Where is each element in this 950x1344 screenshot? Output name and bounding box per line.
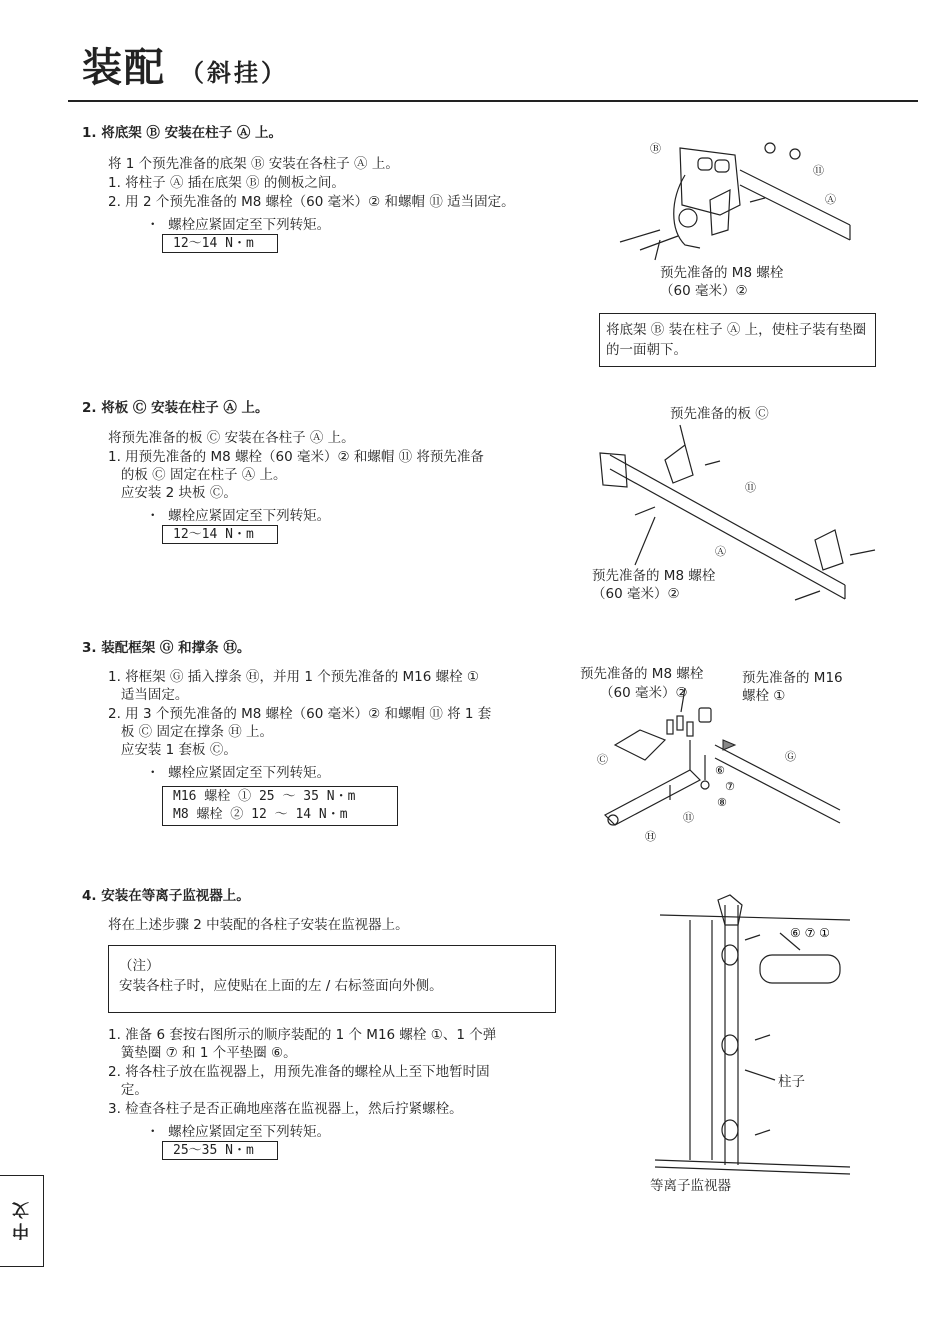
step1-line-0: 将 1 个预先准备的底架 Ⓑ 安装在各柱子 Ⓐ 上。 <box>108 156 399 172</box>
step3-fig-m8-2: （60 毫米）② <box>600 685 688 701</box>
page-title <box>82 36 288 93</box>
title-main: 装配 <box>82 45 166 91</box>
language-tab <box>0 1175 44 1267</box>
step3-fig-7: ⑦ <box>725 780 735 793</box>
header-rule <box>68 100 918 102</box>
step2-fig-plate: 预先准备的板 Ⓒ <box>670 406 769 422</box>
title-sub: （斜挂） <box>180 59 288 87</box>
step4-fig-monitor: 等离子监视器 <box>650 1178 731 1194</box>
step3-fig-6: ⑥ <box>715 764 725 777</box>
step3-torque-box <box>162 786 398 826</box>
step2-line-1: 1. 用预先准备的 M8 螺栓（60 毫米）② 和螺帽 ⑪ 将预先准备 <box>108 449 484 465</box>
step4-fig-pillar: 柱子 <box>778 1074 805 1090</box>
step4-line-1: 簧垫圈 ⑦ 和 1 个平垫圈 ⑥。 <box>108 1045 297 1061</box>
step3-torque-m16: M16 螺栓 ① 25 〜 35 N・m <box>173 789 356 804</box>
step3-figure <box>595 700 855 845</box>
step4-figure <box>650 895 860 1175</box>
step4-line-4: 3. 检查各柱子是否正确地座落在监视器上，然后拧紧螺栓。 <box>108 1101 463 1117</box>
step3-line-0: 1. 将框架 Ⓖ 插入撑条 Ⓗ，并用 1 个预先准备的 M16 螺栓 ① <box>108 669 480 685</box>
step1-note: 将底架 Ⓑ 装在柱子 Ⓐ 上，使柱子装有垫圈的一面朝下。 <box>599 313 876 367</box>
step4-note-title: （注） <box>119 958 160 974</box>
step3-fig-m16-2: 螺栓 ① <box>742 688 786 704</box>
step1-fig-label-b: Ⓑ <box>650 142 661 155</box>
step3-line-1: 适当固定。 <box>108 687 189 703</box>
step3-fig-h: Ⓗ <box>645 830 656 843</box>
step2-fig-label-a: Ⓐ <box>715 545 726 558</box>
step3-fig-g: Ⓖ <box>785 750 796 763</box>
step2-bullet: ・ 螺栓应紧固定至下列转矩。 <box>146 508 331 524</box>
step3-bullet: ・ 螺栓应紧固定至下列转矩。 <box>146 765 331 781</box>
step2-torque-box: 12〜14 N・m <box>162 525 278 544</box>
step1-torque-box: 12〜14 N・m <box>162 234 278 253</box>
step3-line-2: 2. 用 3 个预先准备的 M8 螺栓（60 毫米）② 和螺帽 ⑪ 将 1 套 <box>108 706 492 722</box>
step1-fig-bolt-1: 预先准备的 M8 螺栓 <box>660 265 784 281</box>
step3-torque-m8: M8 螺栓 ② 12 〜 14 N・m <box>173 807 348 822</box>
step2-fig-bolt-1: 预先准备的 M8 螺栓 <box>592 568 716 584</box>
step4-bullet: ・ 螺栓应紧固定至下列转矩。 <box>146 1124 331 1140</box>
step1-fig-label-a: Ⓐ <box>825 193 836 206</box>
step3-heading: 3. 装配框架 Ⓖ 和撑条 Ⓗ。 <box>82 640 251 656</box>
step4-note <box>108 945 556 1013</box>
step3-line-4: 应安装 1 套板 Ⓒ。 <box>108 742 237 758</box>
step2-line-3: 应安装 2 块板 Ⓒ。 <box>108 485 237 501</box>
step2-fig-label-11: ⑪ <box>745 481 756 494</box>
step1-bullet: ・ 螺栓应紧固定至下列转矩。 <box>146 217 331 233</box>
step4-torque-box: 25〜35 N・m <box>162 1141 278 1160</box>
step3-fig-m8-1: 预先准备的 M8 螺栓 <box>580 666 704 682</box>
step1-line-1: 1. 将柱子 Ⓐ 插在底架 Ⓑ 的侧板之间。 <box>108 175 345 191</box>
step3-line-3: 板 Ⓒ 固定在撑条 Ⓗ 上。 <box>108 724 274 740</box>
step2-line-0: 将预先准备的板 Ⓒ 安装在各柱子 Ⓐ 上。 <box>108 430 355 446</box>
step4-line-3: 定。 <box>108 1082 148 1098</box>
step2-fig-bolt-2: （60 毫米）② <box>592 586 680 602</box>
step4-note-body: 安装各柱子时，应使贴在上面的左 / 右标签面向外侧。 <box>119 978 443 994</box>
step3-fig-8: ⑧ <box>717 796 727 809</box>
step3-fig-m16-1: 预先准备的 M16 <box>742 670 843 686</box>
step4-heading: 4. 安装在等离子监视器上。 <box>82 888 250 904</box>
step4-fig-parts: ⑥ ⑦ ① <box>790 926 830 940</box>
step2-heading: 2. 将板 Ⓒ 安装在柱子 Ⓐ 上。 <box>82 400 269 416</box>
step1-fig-label-11: ⑪ <box>813 164 824 177</box>
step3-fig-c: Ⓒ <box>597 753 608 766</box>
language-tab-label: 中文 <box>13 1198 33 1240</box>
step3-fig-11: ⑪ <box>683 811 694 824</box>
step4-line-0: 1. 准备 6 套按右图所示的顺序装配的 1 个 M16 螺栓 ①、1 个弹 <box>108 1027 497 1043</box>
step4-line-2: 2. 将各柱子放在监视器上，用预先准备的螺栓从上至下地暂时固 <box>108 1064 490 1080</box>
step4-intro: 将在上述步骤 2 中装配的各柱子安装在监视器上。 <box>108 917 409 933</box>
step1-fig-bolt-2: （60 毫米）② <box>660 283 748 299</box>
step1-heading: 1. 将底架 Ⓑ 安装在柱子 Ⓐ 上。 <box>82 125 283 141</box>
step1-line-2: 2. 用 2 个预先准备的 M8 螺栓（60 毫米）② 和螺帽 ⑪ 适当固定。 <box>108 194 515 210</box>
step2-line-2: 的板 Ⓒ 固定在柱子 Ⓐ 上。 <box>108 467 287 483</box>
